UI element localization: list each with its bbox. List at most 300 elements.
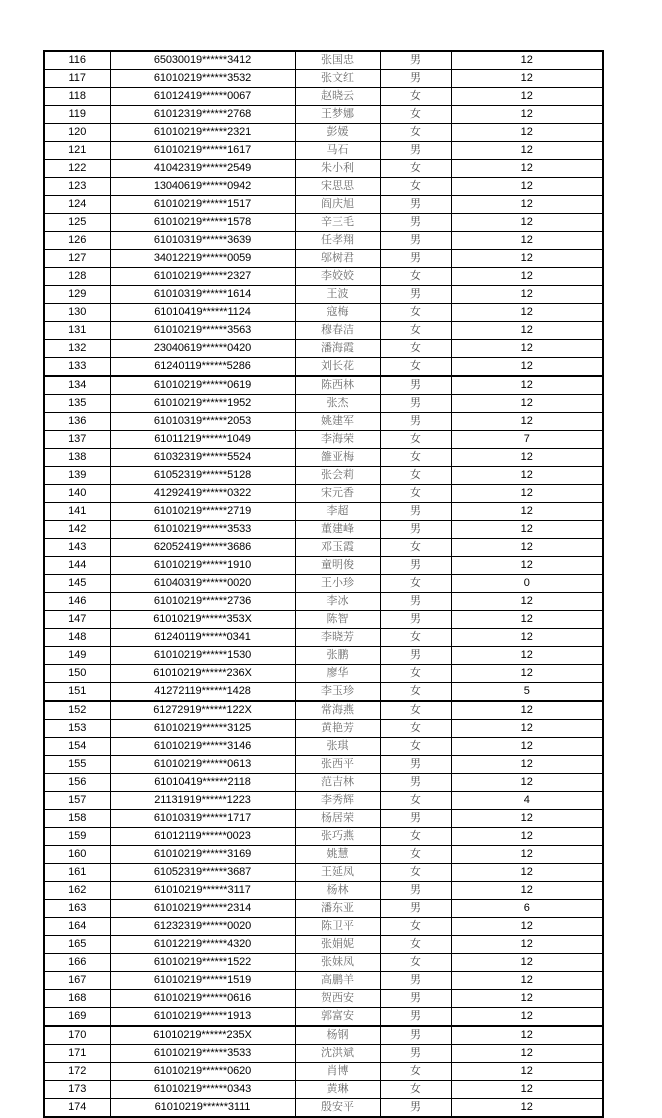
row-index: 162 <box>44 882 110 900</box>
row-index: 127 <box>44 250 110 268</box>
person-name: 廖华 <box>295 665 380 683</box>
row-index: 121 <box>44 142 110 160</box>
row-index: 129 <box>44 286 110 304</box>
person-name: 朱小利 <box>295 160 380 178</box>
table-row[interactable] <box>44 124 603 142</box>
table-row[interactable] <box>44 720 603 738</box>
id-number: 61010319******2053 <box>110 413 295 431</box>
person-name: 张琪 <box>295 738 380 756</box>
row-index: 168 <box>44 990 110 1008</box>
value-amount: 12 <box>451 557 603 575</box>
id-number: 61010219******3125 <box>110 720 295 738</box>
table-row[interactable] <box>44 178 603 196</box>
gender: 男 <box>380 286 451 304</box>
table-row[interactable] <box>44 611 603 629</box>
id-number: 61012119******0023 <box>110 828 295 846</box>
row-index: 124 <box>44 196 110 214</box>
id-number: 41292419******0322 <box>110 485 295 503</box>
table-row[interactable] <box>44 972 603 990</box>
row-index: 149 <box>44 647 110 665</box>
table-row[interactable] <box>44 756 603 774</box>
row-index: 145 <box>44 575 110 593</box>
row-index: 152 <box>44 701 110 720</box>
value-amount: 12 <box>451 593 603 611</box>
gender: 男 <box>380 990 451 1008</box>
row-index: 172 <box>44 1063 110 1081</box>
gender: 男 <box>380 1008 451 1027</box>
person-name: 张巧燕 <box>295 828 380 846</box>
table-row[interactable] <box>44 539 603 557</box>
gender: 女 <box>380 539 451 557</box>
id-number: 61010219******1578 <box>110 214 295 232</box>
gender: 女 <box>380 828 451 846</box>
id-number: 61010219******3563 <box>110 322 295 340</box>
gender: 女 <box>380 304 451 322</box>
person-name: 王小珍 <box>295 575 380 593</box>
id-number: 61010219******2314 <box>110 900 295 918</box>
value-amount: 0 <box>451 575 603 593</box>
row-index: 135 <box>44 395 110 413</box>
table-row[interactable] <box>44 358 603 377</box>
table-row[interactable] <box>44 665 603 683</box>
gender: 女 <box>380 124 451 142</box>
value-amount: 12 <box>451 467 603 485</box>
row-index: 173 <box>44 1081 110 1099</box>
person-name: 童明俊 <box>295 557 380 575</box>
table-row[interactable] <box>44 485 603 503</box>
value-amount: 12 <box>451 503 603 521</box>
row-index: 167 <box>44 972 110 990</box>
gender: 女 <box>380 340 451 358</box>
row-index: 164 <box>44 918 110 936</box>
table-row[interactable] <box>44 629 603 647</box>
table-row[interactable] <box>44 954 603 972</box>
table-row[interactable] <box>44 810 603 828</box>
value-amount: 12 <box>451 178 603 196</box>
gender: 男 <box>380 972 451 990</box>
row-index: 143 <box>44 539 110 557</box>
gender: 女 <box>380 629 451 647</box>
value-amount: 12 <box>451 954 603 972</box>
person-name: 沈洪斌 <box>295 1045 380 1063</box>
id-number: 34012219******0059 <box>110 250 295 268</box>
value-amount: 12 <box>451 286 603 304</box>
gender: 男 <box>380 250 451 268</box>
table-row[interactable] <box>44 250 603 268</box>
value-amount: 12 <box>451 629 603 647</box>
table-row[interactable] <box>44 232 603 250</box>
person-name: 阎庆旭 <box>295 196 380 214</box>
table-row[interactable] <box>44 376 603 395</box>
id-number: 61012319******2768 <box>110 106 295 124</box>
gender: 男 <box>380 756 451 774</box>
id-number: 61052319******3687 <box>110 864 295 882</box>
table-row[interactable] <box>44 792 603 810</box>
person-name: 李姣姣 <box>295 268 380 286</box>
id-number: 13040619******0942 <box>110 178 295 196</box>
table-row[interactable] <box>44 864 603 882</box>
person-name: 宋元香 <box>295 485 380 503</box>
value-amount: 12 <box>451 358 603 377</box>
person-name: 邓玉霞 <box>295 539 380 557</box>
person-name: 彭媛 <box>295 124 380 142</box>
person-name: 辛三毛 <box>295 214 380 232</box>
value-amount: 12 <box>451 1008 603 1027</box>
row-index: 169 <box>44 1008 110 1027</box>
row-index: 119 <box>44 106 110 124</box>
table-row[interactable] <box>44 431 603 449</box>
table-row[interactable] <box>44 196 603 214</box>
value-amount: 12 <box>451 918 603 936</box>
id-number: 61010419******2118 <box>110 774 295 792</box>
value-amount: 12 <box>451 196 603 214</box>
value-amount: 12 <box>451 1081 603 1099</box>
person-name: 张娟妮 <box>295 936 380 954</box>
id-number: 61032319******5524 <box>110 449 295 467</box>
gender: 男 <box>380 647 451 665</box>
id-number: 61010419******1124 <box>110 304 295 322</box>
row-index: 150 <box>44 665 110 683</box>
value-amount: 12 <box>451 846 603 864</box>
value-amount: 12 <box>451 106 603 124</box>
value-amount: 12 <box>451 701 603 720</box>
gender: 男 <box>380 1026 451 1045</box>
gender: 女 <box>380 954 451 972</box>
gender: 女 <box>380 449 451 467</box>
row-index: 171 <box>44 1045 110 1063</box>
value-amount: 12 <box>451 665 603 683</box>
value-amount: 12 <box>451 774 603 792</box>
value-amount: 5 <box>451 683 603 702</box>
row-index: 120 <box>44 124 110 142</box>
gender: 女 <box>380 1063 451 1081</box>
table-row[interactable] <box>44 593 603 611</box>
id-number: 61010219******235X <box>110 1026 295 1045</box>
value-amount: 12 <box>451 395 603 413</box>
person-name: 杨钢 <box>295 1026 380 1045</box>
person-name: 马石 <box>295 142 380 160</box>
row-index: 166 <box>44 954 110 972</box>
value-amount: 12 <box>451 828 603 846</box>
person-name: 刘长花 <box>295 358 380 377</box>
roster-table-body <box>44 51 603 1117</box>
table-row[interactable] <box>44 647 603 665</box>
gender: 男 <box>380 376 451 395</box>
table-row[interactable] <box>44 142 603 160</box>
gender: 女 <box>380 936 451 954</box>
table-row[interactable] <box>44 268 603 286</box>
id-number: 61012419******0067 <box>110 88 295 106</box>
person-name: 张杰 <box>295 395 380 413</box>
row-index: 163 <box>44 900 110 918</box>
id-number: 61010219******0616 <box>110 990 295 1008</box>
value-amount: 12 <box>451 413 603 431</box>
value-amount: 12 <box>451 214 603 232</box>
table-row[interactable] <box>44 449 603 467</box>
gender: 男 <box>380 395 451 413</box>
table-row[interactable] <box>44 286 603 304</box>
person-name: 姚慧 <box>295 846 380 864</box>
table-row[interactable] <box>44 846 603 864</box>
table-row[interactable] <box>44 503 603 521</box>
row-index: 117 <box>44 70 110 88</box>
table-row[interactable] <box>44 701 603 720</box>
value-amount: 12 <box>451 539 603 557</box>
row-index: 118 <box>44 88 110 106</box>
person-name: 任孝翔 <box>295 232 380 250</box>
value-amount: 12 <box>451 232 603 250</box>
value-amount: 12 <box>451 124 603 142</box>
person-name: 张西平 <box>295 756 380 774</box>
row-index: 132 <box>44 340 110 358</box>
person-name: 杨林 <box>295 882 380 900</box>
table-row[interactable] <box>44 774 603 792</box>
gender: 女 <box>380 701 451 720</box>
person-name: 贺西安 <box>295 990 380 1008</box>
id-number: 61010219******0620 <box>110 1063 295 1081</box>
gender: 女 <box>380 160 451 178</box>
table-row[interactable] <box>44 990 603 1008</box>
id-number: 61040319******0020 <box>110 575 295 593</box>
person-name: 范吉林 <box>295 774 380 792</box>
row-index: 116 <box>44 51 110 70</box>
table-row[interactable] <box>44 88 603 106</box>
id-number: 62052419******3686 <box>110 539 295 557</box>
row-index: 161 <box>44 864 110 882</box>
id-number: 61010219******1517 <box>110 196 295 214</box>
id-number: 61010219******3146 <box>110 738 295 756</box>
table-row[interactable] <box>44 214 603 232</box>
value-amount: 12 <box>451 720 603 738</box>
table-row[interactable] <box>44 413 603 431</box>
gender: 男 <box>380 810 451 828</box>
gender: 女 <box>380 358 451 377</box>
person-name: 黄琳 <box>295 1081 380 1099</box>
person-name: 常海燕 <box>295 701 380 720</box>
table-row[interactable] <box>44 106 603 124</box>
value-amount: 12 <box>451 810 603 828</box>
table-row[interactable] <box>44 70 603 88</box>
person-name: 王波 <box>295 286 380 304</box>
table-row[interactable] <box>44 882 603 900</box>
id-number: 61010219******3533 <box>110 521 295 539</box>
row-index: 174 <box>44 1099 110 1118</box>
roster-table <box>43 50 604 1118</box>
table-row[interactable] <box>44 160 603 178</box>
row-index: 160 <box>44 846 110 864</box>
table-row[interactable] <box>44 575 603 593</box>
person-name: 董建峰 <box>295 521 380 539</box>
person-name: 陈智 <box>295 611 380 629</box>
id-number: 23040619******0420 <box>110 340 295 358</box>
row-index: 131 <box>44 322 110 340</box>
row-index: 133 <box>44 358 110 377</box>
table-row[interactable] <box>44 1063 603 1081</box>
row-index: 151 <box>44 683 110 702</box>
value-amount: 12 <box>451 1026 603 1045</box>
id-number: 61010219******3532 <box>110 70 295 88</box>
table-row[interactable] <box>44 51 603 70</box>
gender: 男 <box>380 1045 451 1063</box>
person-name: 潘东亚 <box>295 900 380 918</box>
gender: 女 <box>380 738 451 756</box>
id-number: 41042319******2549 <box>110 160 295 178</box>
person-name: 郭富安 <box>295 1008 380 1027</box>
table-row[interactable] <box>44 936 603 954</box>
table-row[interactable] <box>44 1026 603 1045</box>
table-row[interactable] <box>44 557 603 575</box>
gender: 男 <box>380 232 451 250</box>
person-name: 赵晓云 <box>295 88 380 106</box>
id-number: 61010219******1617 <box>110 142 295 160</box>
id-number: 61010319******3639 <box>110 232 295 250</box>
table-row[interactable] <box>44 322 603 340</box>
id-number: 61240119******0341 <box>110 629 295 647</box>
row-index: 170 <box>44 1026 110 1045</box>
gender: 男 <box>380 882 451 900</box>
table-row[interactable] <box>44 828 603 846</box>
id-number: 61010219******2719 <box>110 503 295 521</box>
value-amount: 12 <box>451 160 603 178</box>
table-row[interactable] <box>44 918 603 936</box>
id-number: 61232319******0020 <box>110 918 295 936</box>
row-index: 154 <box>44 738 110 756</box>
id-number: 61010219******3111 <box>110 1099 295 1118</box>
gender: 女 <box>380 720 451 738</box>
gender: 女 <box>380 322 451 340</box>
value-amount: 12 <box>451 304 603 322</box>
value-amount: 12 <box>451 51 603 70</box>
value-amount: 7 <box>451 431 603 449</box>
value-amount: 4 <box>451 792 603 810</box>
row-index: 136 <box>44 413 110 431</box>
person-name: 殷安平 <box>295 1099 380 1118</box>
value-amount: 12 <box>451 936 603 954</box>
table-row[interactable] <box>44 900 603 918</box>
row-index: 134 <box>44 376 110 395</box>
value-amount: 12 <box>451 864 603 882</box>
gender: 女 <box>380 792 451 810</box>
person-name: 宋思思 <box>295 178 380 196</box>
person-name: 张文红 <box>295 70 380 88</box>
person-name: 高鹏羊 <box>295 972 380 990</box>
id-number: 61010319******1717 <box>110 810 295 828</box>
table-row[interactable] <box>44 738 603 756</box>
person-name: 张国忠 <box>295 51 380 70</box>
row-index: 140 <box>44 485 110 503</box>
gender: 女 <box>380 1081 451 1099</box>
table-row[interactable] <box>44 683 603 702</box>
gender: 男 <box>380 196 451 214</box>
row-index: 125 <box>44 214 110 232</box>
table-row[interactable] <box>44 304 603 322</box>
value-amount: 12 <box>451 756 603 774</box>
gender: 女 <box>380 106 451 124</box>
gender: 女 <box>380 178 451 196</box>
gender: 女 <box>380 665 451 683</box>
table-row[interactable] <box>44 467 603 485</box>
row-index: 147 <box>44 611 110 629</box>
gender: 女 <box>380 467 451 485</box>
table-row[interactable] <box>44 1008 603 1027</box>
gender: 女 <box>380 846 451 864</box>
value-amount: 12 <box>451 268 603 286</box>
id-number: 61010219******1530 <box>110 647 295 665</box>
person-name: 李冰 <box>295 593 380 611</box>
person-name: 寇梅 <box>295 304 380 322</box>
table-row[interactable] <box>44 1081 603 1099</box>
table-row[interactable] <box>44 1099 603 1118</box>
value-amount: 12 <box>451 376 603 395</box>
gender: 男 <box>380 593 451 611</box>
table-row[interactable] <box>44 521 603 539</box>
person-name: 潘海霞 <box>295 340 380 358</box>
id-number: 65030019******3412 <box>110 51 295 70</box>
id-number: 61010219******1952 <box>110 395 295 413</box>
id-number: 61010219******1522 <box>110 954 295 972</box>
person-name: 李海荣 <box>295 431 380 449</box>
value-amount: 12 <box>451 250 603 268</box>
row-index: 141 <box>44 503 110 521</box>
gender: 女 <box>380 918 451 936</box>
gender: 男 <box>380 51 451 70</box>
gender: 男 <box>380 611 451 629</box>
row-index: 159 <box>44 828 110 846</box>
gender: 男 <box>380 503 451 521</box>
table-row[interactable] <box>44 1045 603 1063</box>
id-number: 41272119******1428 <box>110 683 295 702</box>
id-number: 61010219******1519 <box>110 972 295 990</box>
value-amount: 12 <box>451 485 603 503</box>
row-index: 158 <box>44 810 110 828</box>
row-index: 146 <box>44 593 110 611</box>
person-name: 张鹏 <box>295 647 380 665</box>
id-number: 21131919******1223 <box>110 792 295 810</box>
person-name: 姚建军 <box>295 413 380 431</box>
person-name: 陈西林 <box>295 376 380 395</box>
value-amount: 12 <box>451 647 603 665</box>
id-number: 61010219******1913 <box>110 1008 295 1027</box>
id-number: 61010219******0619 <box>110 376 295 395</box>
value-amount: 6 <box>451 900 603 918</box>
table-row[interactable] <box>44 340 603 358</box>
value-amount: 12 <box>451 1099 603 1118</box>
gender: 男 <box>380 1099 451 1118</box>
id-number: 61010219******3169 <box>110 846 295 864</box>
id-number: 61010219******2736 <box>110 593 295 611</box>
row-index: 153 <box>44 720 110 738</box>
value-amount: 12 <box>451 990 603 1008</box>
id-number: 61010219******3533 <box>110 1045 295 1063</box>
id-number: 61012219******4320 <box>110 936 295 954</box>
row-index: 165 <box>44 936 110 954</box>
person-name: 张妹凤 <box>295 954 380 972</box>
row-index: 137 <box>44 431 110 449</box>
value-amount: 12 <box>451 738 603 756</box>
gender: 男 <box>380 900 451 918</box>
person-name: 王延凤 <box>295 864 380 882</box>
row-index: 157 <box>44 792 110 810</box>
table-row[interactable] <box>44 395 603 413</box>
gender: 男 <box>380 142 451 160</box>
gender: 男 <box>380 774 451 792</box>
value-amount: 12 <box>451 611 603 629</box>
id-number: 61010219******0343 <box>110 1081 295 1099</box>
person-name: 李超 <box>295 503 380 521</box>
id-number: 61010219******2321 <box>110 124 295 142</box>
row-index: 126 <box>44 232 110 250</box>
person-name: 穆春洁 <box>295 322 380 340</box>
